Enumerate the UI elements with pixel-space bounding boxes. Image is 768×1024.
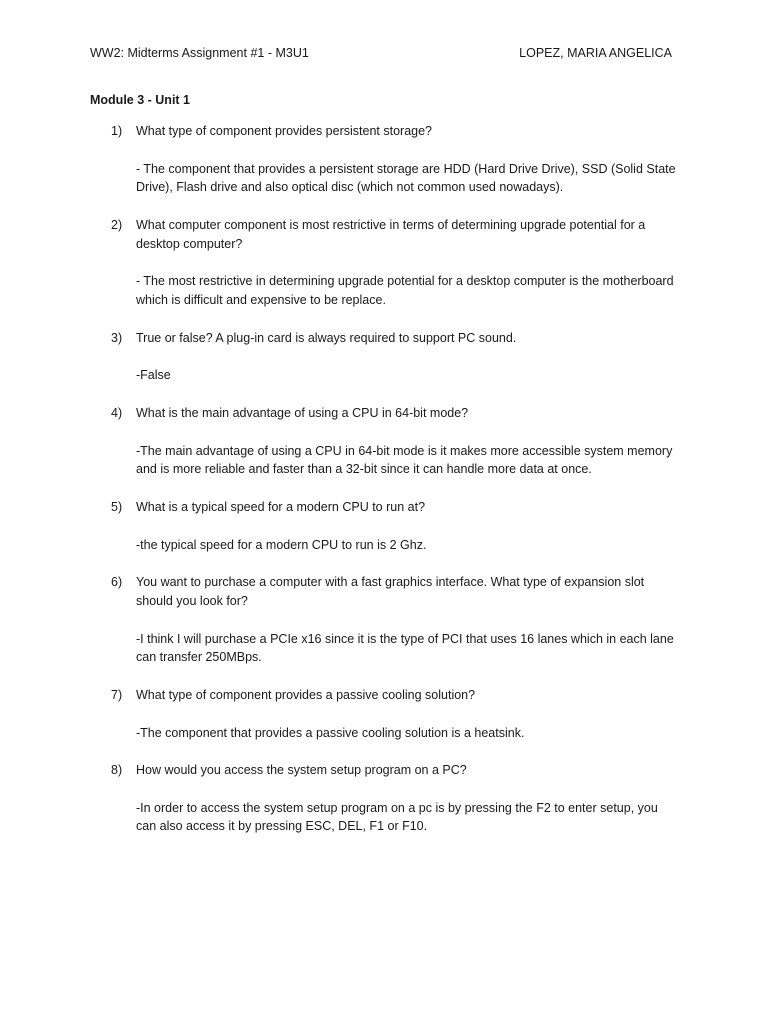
answer-text: - The component that provides a persistent storage are HDD (Hard Drive Drive), SSD (Solid State Drive), Flash drive and also optical disc (which not common used nowadays). [136,161,676,195]
section-title: Module 3 - Unit 1 [90,93,190,107]
question-number: 2) [111,217,123,232]
question-text: How would you access the system setup program on a PC? [136,763,467,778]
question-number: 8) [111,763,123,778]
question-number: 4) [111,405,123,420]
answer-text: -The component that provides a passive cooling solution is a heatsink. [136,725,525,740]
question-text: What type of component provides a passive cooling solution? [136,687,476,702]
question-number: 3) [111,330,123,345]
question-number: 7) [111,687,123,702]
answer-text: -False [136,368,171,383]
page-header [90,46,672,64]
question-text: What is a typical speed for a modern CPU to run at? [136,499,426,514]
qa-item-7 [111,686,681,761]
answer-text: - The most restrictive in determining upgrade potential for a desktop computer is the motherboard which is difficult and expensive to be replace. [136,274,674,308]
question-number: 5) [111,499,123,514]
answer-text: -In order to access the system setup program on a pc is by pressing the F2 to enter setup, you can also access it by pressing ESC, DEL, F1 or F10. [136,800,658,834]
question-text: You want to purchase a computer with a fast graphics interface. What type of expansion slot should you look for? [136,575,645,608]
qa-item-5 [111,498,681,573]
qa-item-1 [111,122,681,216]
answer-text: -I think I will purchase a PCIe x16 since it is the type of PCI that uses 16 lanes which in each lane can transfer 250MBps. [136,631,674,665]
question-text: What is the main advantage of using a CPU in 64-bit mode? [136,405,469,420]
qa-list [111,122,681,836]
answer-text: -the typical speed for a modern CPU to run is 2 Ghz. [136,537,427,552]
question-number: 6) [111,575,123,590]
header-assignment-title: WW2: Midterms Assignment #1 - M3U1 [90,46,309,60]
qa-item-2 [111,216,681,329]
question-text: What type of component provides persistent storage? [136,124,432,138]
answer-text: -The main advantage of using a CPU in 64-bit mode is it makes more accessible system memory and is more reliable and faster than a 32-bit since it can handle more data at once. [136,443,673,477]
question-number: 1) [111,124,123,138]
qa-item-4 [111,404,681,498]
question-text: What computer component is most restrictive in terms of determining upgrade potential for a desktop computer? [136,217,646,251]
qa-item-3 [111,329,681,404]
question-text: True or false? A plug-in card is always required to support PC sound. [136,330,517,345]
qa-item-8 [111,761,681,836]
qa-item-6 [111,573,681,686]
header-student-name: LOPEZ, MARIA ANGELICA [519,46,672,60]
